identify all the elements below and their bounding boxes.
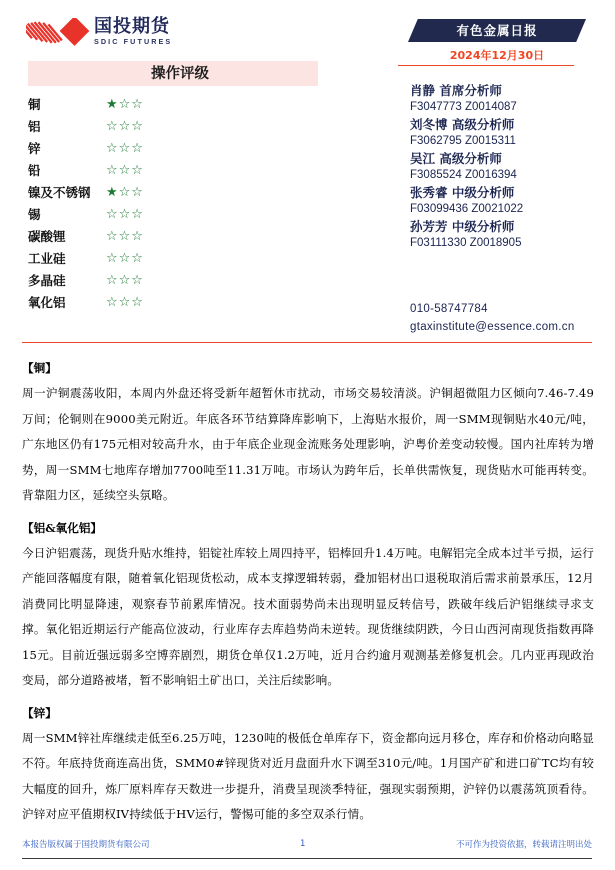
rating-stars: ★☆☆ bbox=[106, 96, 144, 112]
rating-stars: ☆☆☆ bbox=[106, 118, 144, 134]
rating-row bbox=[28, 159, 318, 181]
analyst-name: 孙芳芳 中级分析师 bbox=[410, 219, 515, 234]
analyst-certificate-code: F3062795 Z0015311 bbox=[410, 135, 516, 147]
rating-row bbox=[28, 181, 318, 203]
rating-panel-header bbox=[28, 61, 318, 86]
analyst-name: 肖静 首席分析师 bbox=[410, 83, 502, 98]
report-section bbox=[22, 516, 594, 694]
contact-block bbox=[410, 300, 610, 336]
report-section-body: 周一SMM锌社库继续走低至6.25万吨，1230吨的极低仓单库存下，资金都向远月移仓，库存和价格动向略显不符。年底持货商连高出货，SMM0#锌现货对近月盘面升水下调至310元/吨。1月国产矿和进口矿TC均有较大幅度的回升，炼厂原料库存天数进一步提升，消费呈现淡季特征，强现实弱预期，沪锌仍以震荡筑顶看待。沪锌对应平值期权IV持续低于HV运行，警惕可能的多空双杀行情。 bbox=[22, 730, 594, 821]
analyst-name: 张秀睿 中级分析师 bbox=[410, 185, 515, 200]
rating-metal-name: 铅 bbox=[28, 163, 41, 178]
report-section-title: 【铜】 bbox=[22, 361, 57, 375]
rating-metal-name: 锡 bbox=[28, 207, 41, 222]
rating-metal-name: 铝 bbox=[28, 119, 41, 134]
rating-stars: ☆☆☆ bbox=[106, 294, 144, 310]
rating-metal-name: 碳酸锂 bbox=[28, 229, 66, 244]
rating-row bbox=[28, 269, 318, 291]
report-section-body: 周一沪铜震荡收阳，本周内外盘还将受新年超暂休市扰动，市场交易较清淡。沪铜超微阻力区倾向7.46-7.49万间；伦铜则在9000美元附近。年底各环节结算降库影响下，上海贴水报价，周一SMM现铜贴水40元/吨，广东地区仍有175元相对较高升水，由于年底企业现金流账务处理影响，沪粤价差变动较慢。国内社库转为增势，周一SMM七地库存增加7700吨至11.31万吨。市场认为跨年后，长单供需恢复，现货贴水可能再转变。背靠阻力区，延续空头氛略。 bbox=[22, 386, 594, 502]
rating-row bbox=[28, 203, 318, 225]
company-name-en: SDIC FUTURES bbox=[94, 37, 173, 46]
contact-email[interactable]: gtaxinstitute@essence.com.cn bbox=[410, 321, 575, 333]
report-date: 2024年12月30日 bbox=[449, 49, 545, 62]
analyst-certificate-code: F3085524 Z0016394 bbox=[410, 169, 517, 181]
report-content bbox=[22, 356, 594, 835]
footer-divider bbox=[22, 858, 592, 859]
report-header bbox=[0, 0, 615, 342]
rating-stars: ★☆☆ bbox=[106, 184, 144, 200]
contact-phone: 010-58747784 bbox=[410, 303, 488, 315]
rating-row bbox=[28, 115, 318, 137]
report-section bbox=[22, 701, 594, 828]
rating-stars: ☆☆☆ bbox=[106, 250, 144, 266]
footer-page-number: 1 bbox=[300, 839, 306, 849]
analyst-certificate-code: F03111330 Z0018905 bbox=[410, 237, 522, 249]
footer-copyright: 本报告版权属于国投期货有限公司 bbox=[22, 840, 150, 850]
analyst-list bbox=[410, 82, 610, 252]
rating-stars: ☆☆☆ bbox=[106, 162, 144, 178]
sdic-diamond-logo-icon bbox=[26, 18, 92, 48]
rating-stars: ☆☆☆ bbox=[106, 228, 144, 244]
rating-metal-name: 多晶硅 bbox=[28, 273, 66, 288]
rating-metal-name: 镍及不锈钢 bbox=[28, 185, 91, 200]
report-section bbox=[22, 356, 594, 509]
date-divider bbox=[398, 65, 574, 66]
rating-stars: ☆☆☆ bbox=[106, 272, 144, 288]
company-logo-text bbox=[94, 16, 206, 46]
rating-list bbox=[28, 93, 318, 313]
report-section-title: 【铝&氧化铝】 bbox=[22, 520, 103, 535]
rating-row bbox=[28, 247, 318, 269]
rating-row bbox=[28, 93, 318, 115]
report-section-title: 【锌】 bbox=[22, 705, 57, 720]
rating-metal-name: 工业硅 bbox=[28, 251, 66, 266]
rating-row bbox=[28, 225, 318, 247]
rating-stars: ☆☆☆ bbox=[106, 140, 144, 156]
page-footer bbox=[22, 838, 592, 850]
company-logo bbox=[26, 16, 206, 50]
analyst-name: 吴江 高级分析师 bbox=[410, 151, 502, 166]
rating-metal-name: 氧化铝 bbox=[28, 295, 66, 310]
rating-stars: ☆☆☆ bbox=[106, 206, 144, 222]
rating-row bbox=[28, 137, 318, 159]
analyst-certificate-code: F3047773 Z0014087 bbox=[410, 101, 517, 113]
analyst-certificate-code: F03099436 Z0021022 bbox=[410, 203, 524, 215]
company-name-cn: 国投期货 bbox=[94, 16, 170, 37]
analyst-name: 刘冬博 高级分析师 bbox=[410, 117, 515, 132]
header-divider bbox=[22, 342, 592, 343]
rating-metal-name: 锌 bbox=[28, 141, 41, 156]
report-section-body: 今日沪铝震荡，现货升贴水维持，铝锭社库较上周四持平，铝棒回升1.4万吨。电解铝完全成本过半亏损，运行产能回落幅度有限，随着氧化铝现货松动，成本支撑逻辑转弱，叠加铝材出口退税取消后需求前景承压，12月消费同比明显降速，观察春节前累库情况。技术面弱势尚未出现明显反转信号，跌破年线后沪铝继续寻求支撑。氧化铝近期运行产能高位波动，行业库存去库趋势尚未逆转。现货继续阴跌，今日山西河南现货指数再降15元。目前近强远弱多空博弈剧烈，期货仓单仅1.2万吨，近月合约逾月观测基差修复机会。几内亚再现政治变局，部分道路被堵，暂不影响铝土矿出口，关注后续影响。 bbox=[22, 545, 594, 687]
rating-metal-name: 铜 bbox=[28, 97, 41, 112]
footer-disclaimer: 不可作为投资依据，转载请注明出处 bbox=[455, 840, 592, 850]
report-title: 有色金属日报 bbox=[456, 23, 538, 38]
rating-panel-title: 操作评级 bbox=[151, 65, 209, 82]
rating-row bbox=[28, 291, 318, 313]
